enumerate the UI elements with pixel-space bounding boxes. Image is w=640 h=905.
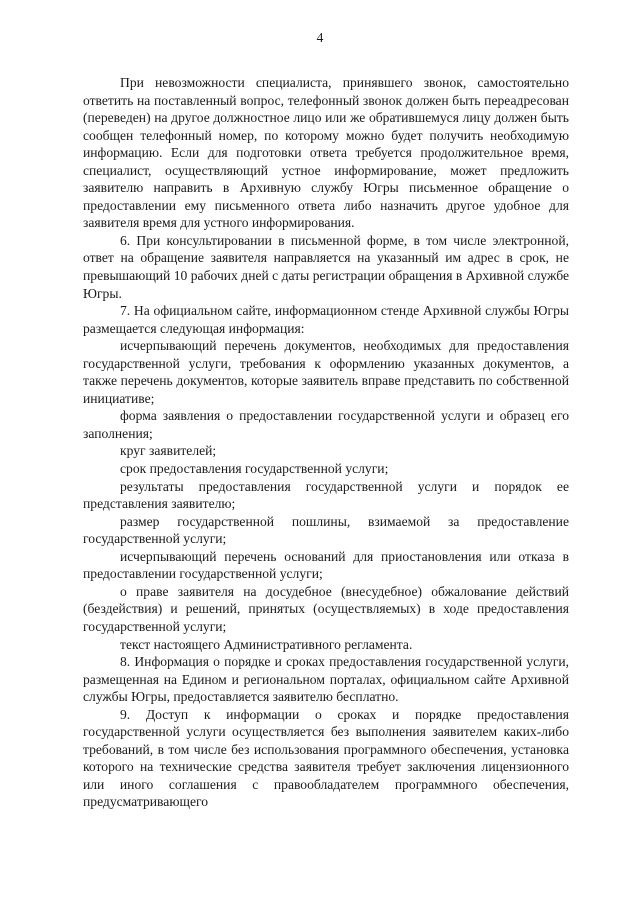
list-item-state-fee: размер государственной пошлины, взимаемой за предоставление государственной услуги; — [83, 513, 569, 547]
list-item-results: результаты предоставления государственной услуги и порядок ее представления заявителю; — [83, 478, 569, 512]
page-number: 4 — [316, 30, 324, 45]
paragraph-7-site-info: 7. На официальном сайте, информационном стенде Архивной службы Югры размещается следующая информация: — [83, 303, 569, 336]
paragraph-phone-redirect: При невозможности специалиста, принявшего звонок, самостоятельно ответить на поставленный вопрос, телефонный звонок должен быть переадресован (переведен) на другое должностное лицо или же обратившемуся лицу должен быть сообщен телефонный номер, по которому можно будет получить необходимую информацию. Если для подготовки ответа требуется продолжительное время, специалист, осуществляющий устное информирование, может предложить заявителю направить в Архивную службу Югры письменное обращение о предоставлении ему письменного ответа либо назначить другое удобное для заявителя время для устного информирования. — [83, 75, 569, 231]
paragraph-9-info-access: 9. Доступ к информации о сроках и порядке предоставления государственной услуги осуществляется без выполнения заявителем каких-либо требований, в том числе без использования программного обеспечения, установка которого на технические средства заявителя требует заключения лицензионного или иного соглашения с правообладателем программного обеспечения, предусматривающего — [83, 706, 569, 810]
paragraph-8-free-info: 8. Информация о порядке и сроках предоставления государственной услуги, размещенная на Едином и региональном порталах, официальном сайте Архивной службы Югры, предоставляется заявителю бесплатно. — [83, 654, 569, 705]
list-item-refusal-grounds: исчерпывающий перечень оснований для приостановления или отказа в предоставлении государственной услуги; — [83, 548, 569, 582]
body-text — [83, 74, 569, 811]
list-item-appeal-right: о праве заявителя на досудебное (внесудебное) обжалование действий (бездействия) и решений, принятых (осуществляемых) в ходе предоставления государственной услуги; — [83, 583, 569, 634]
list-item-documents: исчерпывающий перечень документов, необходимых для предоставления государственной услуги, требования к оформлению указанных документов, а также перечень документов, которые заявитель вправе представить по собственной инициативе; — [83, 338, 569, 406]
list-item-applicants: круг заявителей; — [120, 443, 217, 459]
list-item-regulation-text: текст настоящего Административного регламента. — [120, 636, 413, 652]
list-item-application-form: форма заявления о предоставлении государственной услуги и образец его заполнения; — [83, 408, 569, 441]
list-item-term: срок предоставления государственной услуги; — [120, 461, 389, 477]
paragraph-6-written-consultation: 6. При консультировании в письменной форме, в том числе электронной, ответ на обращение заявителя направляется на указанный им адрес в срок, не превышающий 10 рабочих дней с даты регистрации обращения в Архивной службе Югры. — [83, 232, 569, 301]
